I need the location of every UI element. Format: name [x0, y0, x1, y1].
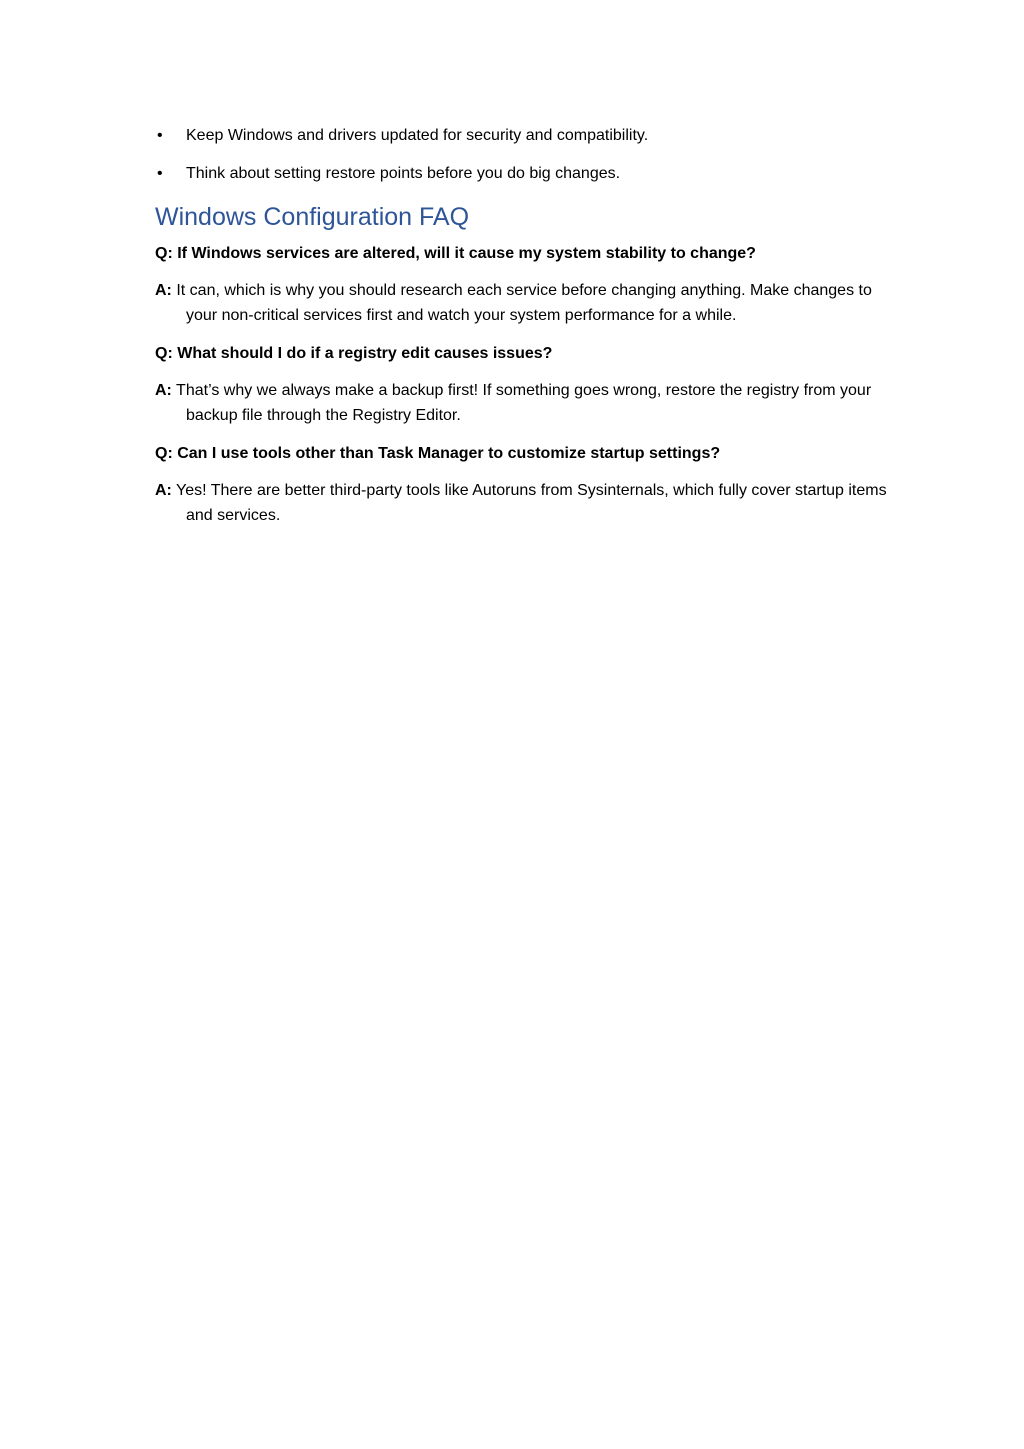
faq-question: Q: If Windows services are altered, will it cause my system stability to change?: [155, 245, 756, 262]
faq-answer: [155, 478, 900, 528]
faq-item: [155, 242, 900, 328]
bullet-icon: •: [157, 127, 163, 144]
bullet-text: Keep Windows and drivers updated for security and compatibility.: [186, 127, 649, 144]
bullet-item: [155, 124, 900, 148]
bullet-icon: •: [157, 165, 163, 182]
faq-answer-text: It can, which is why you should research each service before changing anything. Make changes to your non-critical services first and watch your system performance for a while.: [176, 282, 872, 324]
document-page: [155, 124, 900, 542]
faq-answer: [155, 278, 900, 328]
bullet-text: Think about setting restore points before you do big changes.: [186, 165, 621, 182]
faq-item: [155, 342, 900, 428]
faq-heading: Windows Configuration FAQ: [155, 203, 470, 231]
bullet-item: [155, 162, 900, 186]
faq-answer-label: A:: [155, 482, 172, 499]
faq-answer-text: Yes! There are better third-party tools like Autoruns from Sysinternals, which fully cover startup items and services.: [176, 482, 887, 524]
faq-item: [155, 442, 900, 528]
faq-answer: [155, 378, 900, 428]
faq-answer-label: A:: [155, 282, 172, 299]
faq-answer-text: That’s why we always make a backup first! If something goes wrong, restore the registry from your backup file through the Registry Editor.: [176, 382, 872, 424]
faq-question: Q: Can I use tools other than Task Manager to customize startup settings?: [155, 445, 721, 462]
faq-question: Q: What should I do if a registry edit causes issues?: [155, 345, 553, 362]
faq-list: [155, 242, 900, 528]
faq-answer-label: A:: [155, 382, 172, 399]
tips-bullet-list: [155, 124, 900, 186]
